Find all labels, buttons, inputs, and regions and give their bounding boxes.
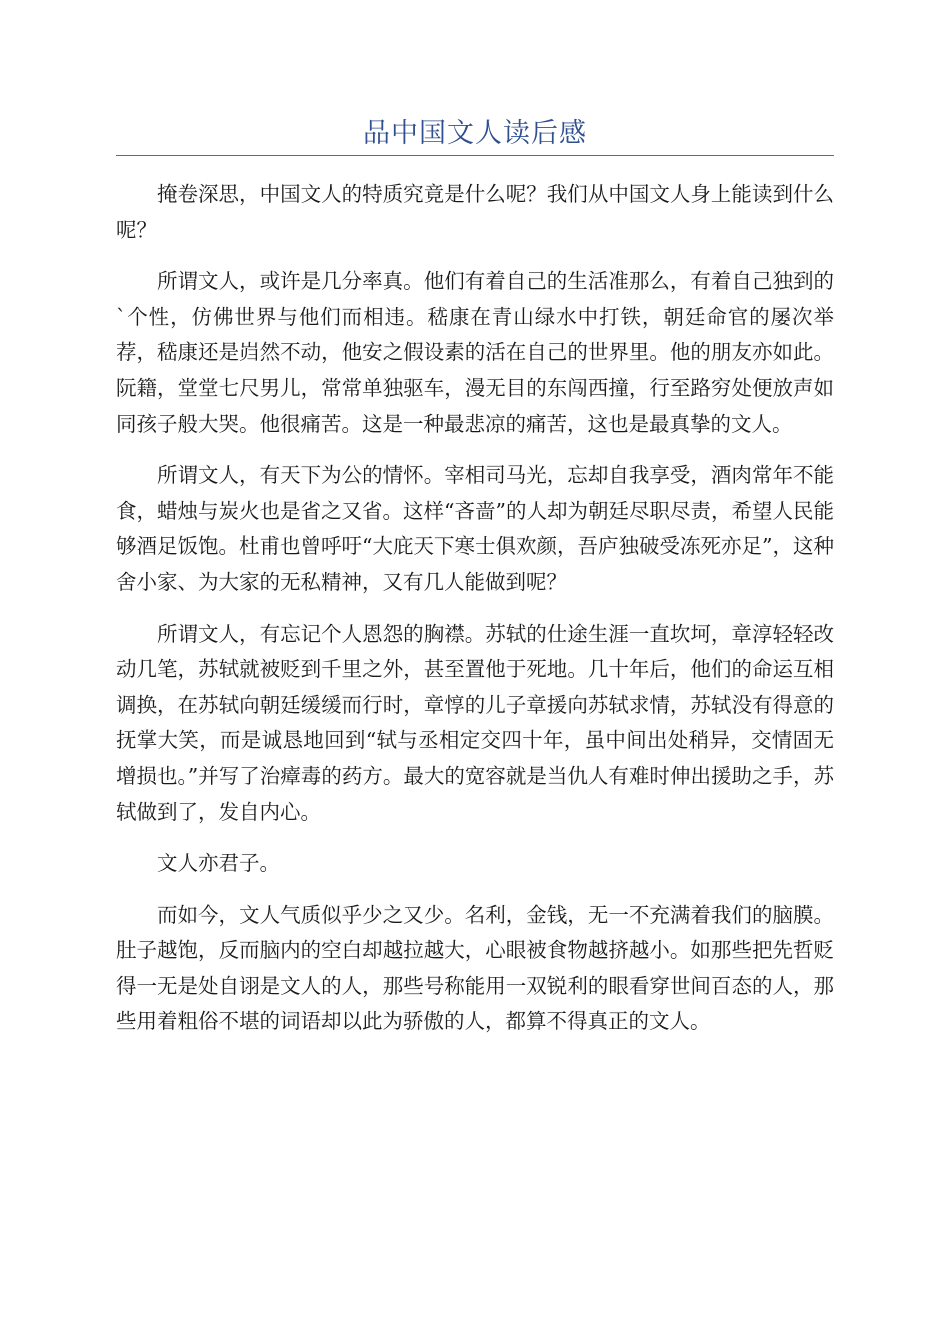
document-title: 品中国文人读后感 — [363, 118, 587, 149]
paragraph-sincerity: 所谓文人，或许是几分率真。他们有着自己的生活准那么，有着自己独到的`个性，仿佛世界与他们而相违。嵇康在青山绿水中打铁，朝廷命官的屡次举荐，嵇康还是岿然不动，他安之假设素的活在自己的世界里。他的朋友亦如此。阮籍，堂堂七尺男儿，常常单独驱车，漫无目的东闯西撞，行至路穷处便放声如同孩子般大哭。他很痛苦。这是一种最悲凉的痛苦，这也是最真挚的文人。 — [116, 269, 834, 436]
document-body — [116, 177, 834, 1056]
title-underline — [116, 155, 834, 156]
paragraph-nowadays: 而如今，文人气质似乎少之又少。名利，金钱，无一不充满着我们的脑膜。肚子越饱，反而脑内的空白却越拉越大，心眼被食物越挤越小。如那些把先哲贬得一无是处自诩是文人的人，那些号称能用一双锐利的眼看穿世间百态的人，那些用着粗俗不堪的词语却以此为骄傲的人，都算不得真正的文人。 — [116, 902, 834, 1034]
paragraph-intro: 掩卷深思，中国文人的特质究竟是什么呢？我们从中国文人身上能读到什么呢？ — [116, 182, 834, 242]
paragraph-gentleman: 文人亦君子。 — [157, 851, 280, 876]
paragraph-magnanimity: 所谓文人，有忘记个人恩怨的胸襟。苏轼的仕途生涯一直坎坷，章淳轻轻改动几笔，苏轼就被贬到千里之外，甚至置他于死地。几十年后，他们的命运互相调换，在苏轼向朝廷缓缓而行时，章惇的儿子章援向苏轼求情，苏轼没有得意的抚掌大笑，而是诚恳地回到“轼与丞相定交四十年，虽中间出处稍异，交情固无增损也。”并写了治瘴毒的药方。最大的宽容就是当仇人有难时伸出援助之手，苏轼做到了，发自内心。 — [116, 621, 834, 824]
paragraph-public-spirit: 所谓文人，有天下为公的情怀。宰相司马光，忘却自我享受，酒肉常年不能食，蜡烛与炭火也是省之又省。这样“吝啬”的人却为朝廷尽职尽责，希望人民能够酒足饭饱。杜甫也曾呼吁“大庇天下寒士俱欢颜，吾庐独破受冻死亦足”，这种舍小家、为大家的无私精神，又有几人能做到呢？ — [116, 463, 834, 594]
